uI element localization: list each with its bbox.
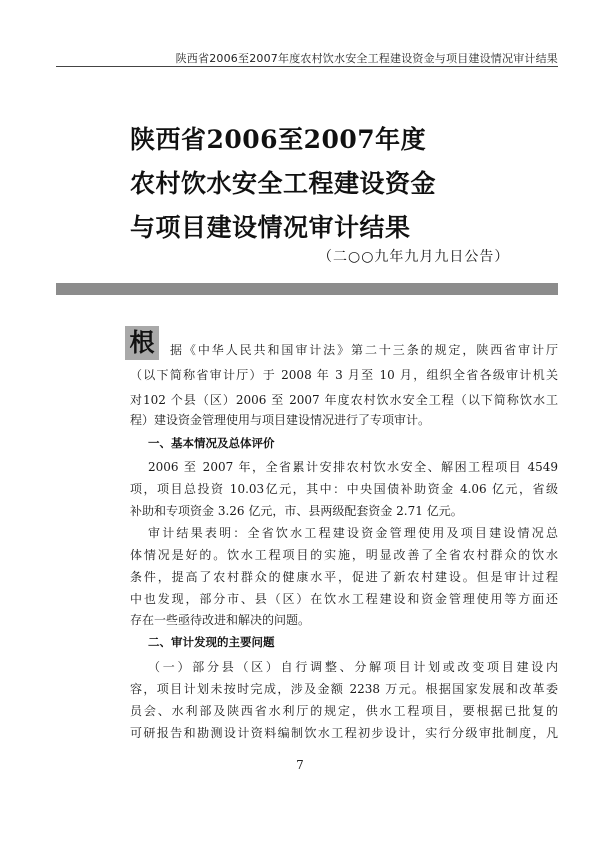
text-line: 条件，提高了农村群众的健康水平，促进了新农村建设。但是审计过程 — [130, 570, 558, 584]
title-line: 陕西省2006至2007年度 — [130, 125, 427, 154]
text-line: 程）建设资金管理使用与项目建设情况进行了专项审计。 — [130, 413, 431, 427]
page-number: 7 — [296, 758, 304, 772]
text-line: 可研报告和勘测设计资料编制饮水工程初步设计，实行分级审批制度，凡 — [130, 726, 558, 740]
text-line: 据《中华人民共和国审计法》第二十三条的规定，陕西省审计厅 — [170, 343, 558, 357]
section-heading: 一、基本情况及总体评价 — [148, 436, 275, 450]
text-line: 员会、水利部及陕西省水利厅的规定，供水工程项目，要根据已批复的 — [130, 704, 558, 718]
text-line: 容，项目计划未按时完成，涉及金额 2238 万元。根据国家发展和改革委 — [130, 682, 558, 696]
running-head: 陕西省2006至2007年度农村饮水安全工程建设资金与项目建设情况审计结果 — [175, 52, 558, 65]
title-line: 农村饮水安全工程建设资金 — [130, 169, 437, 198]
text-line: 项，项目总投资 10.03亿元，其中：中央国债补助资金 4.06 亿元，省级 — [130, 482, 558, 496]
text-line: 2006 至 2007 年，全省累计安排农村饮水安全、解困工程项目 4549 — [148, 460, 558, 474]
text-line: 体情况是好的。饮水工程项目的实施，明显改善了全省农村群众的饮水 — [130, 548, 558, 562]
text-line: 存在一些亟待改进和解决的问题。 — [130, 613, 311, 627]
section-heading: 二、审计发现的主要问题 — [148, 635, 275, 649]
title-block — [130, 118, 436, 250]
header-rule — [56, 66, 558, 67]
publication-date: （二○○九年九月九日公告） — [318, 249, 510, 265]
gray-band — [56, 283, 558, 295]
title-line: 与项目建设情况审计结果 — [130, 213, 411, 242]
text-line: （以下简称省审计厅）于 2008 年 3 月至 10 月，组织全省各级审计机关 — [130, 368, 558, 382]
text-line: 补助和专项资金 3.26 亿元，市、县两级配套资金 2.71 亿元。 — [130, 504, 463, 518]
text-line: （一）部分县（区）自行调整、分解项目计划或改变项目建设内 — [148, 660, 558, 674]
drop-cap: 根 — [125, 326, 159, 360]
text-line: 对102 个县（区）2006 至 2007 年度农村饮水安全工程（以下简称饮水工 — [130, 393, 558, 407]
text-line: 审计结果表明：全省饮水工程建设资金管理使用及项目建设情况总 — [148, 526, 558, 540]
text-line: 中也发现，部分市、县（区）在饮水工程建设和资金管理使用等方面还 — [130, 592, 558, 606]
